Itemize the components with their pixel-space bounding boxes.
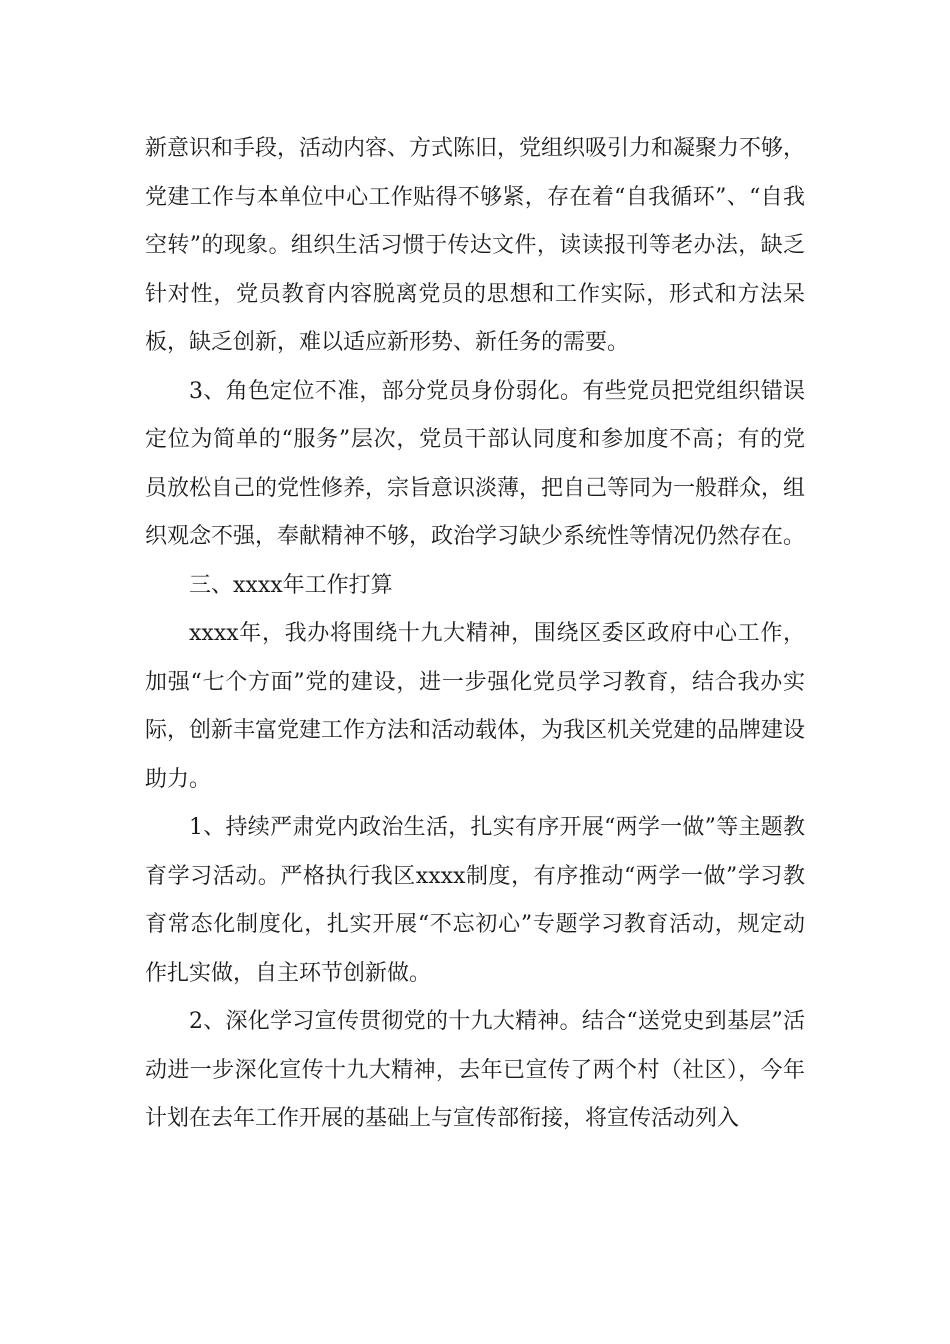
paragraph-3: xxxx年，我办将围绕十九大精神，围绕区委区政府中心工作，加强“七个方面”党的建设，进一步强化党员学习教育，结合我办实际，创新丰富党建工作方法和活动载体，为我区机关党建的品牌建设助力。 [145, 621, 806, 792]
paragraph-1: 新意识和手段，活动内容、方式陈旧，党组织吸引力和凝聚力不够，党建工作与本单位中心工作贴得不够紧，存在着“自我循环”、“自我空转”的现象。组织生活习惯于传达文件，读读报刊等老办法，缺乏针对性，党员教育内容脱离党员的思想和工作实际，形式和方法呆板，缺乏创新，难以适应新形势、新任务的需要。 [145, 136, 806, 355]
paragraph-2: 3、角色定位不准，部分党员身份弱化。有些党员把党组织错误定位为简单的“服务”层次，党员干部认同度和参加度不高；有的党员放松自己的党性修养，宗旨意识淡薄，把自己等同为一般群众，组织观念不强，奉献精神不够，政治学习缺少系统性等情况仍然存在。 [145, 378, 806, 549]
paragraph-4: 1、持续严肃党内政治生活，扎实有序开展“两学一做”等主题教育学习活动。严格执行我区xxxx制度，有序推动“两学一做”学习教育常态化制度化，扎实开展“不忘初心”专题学习教育活动，规定动作扎实做，自主环节创新做。 [145, 815, 805, 986]
document-body [145, 125, 805, 1144]
paragraph-5: 2、深化学习宣传贯彻党的十九大精神。结合“送党史到基层”活动进一步深化宣传十九大精神，去年已宣传了两个村（社区），今年计划在去年工作开展的基础上与宣传部衔接，将宣传活动列入 [145, 1009, 805, 1131]
section-heading: 三、xxxx年工作打算 [189, 572, 393, 598]
